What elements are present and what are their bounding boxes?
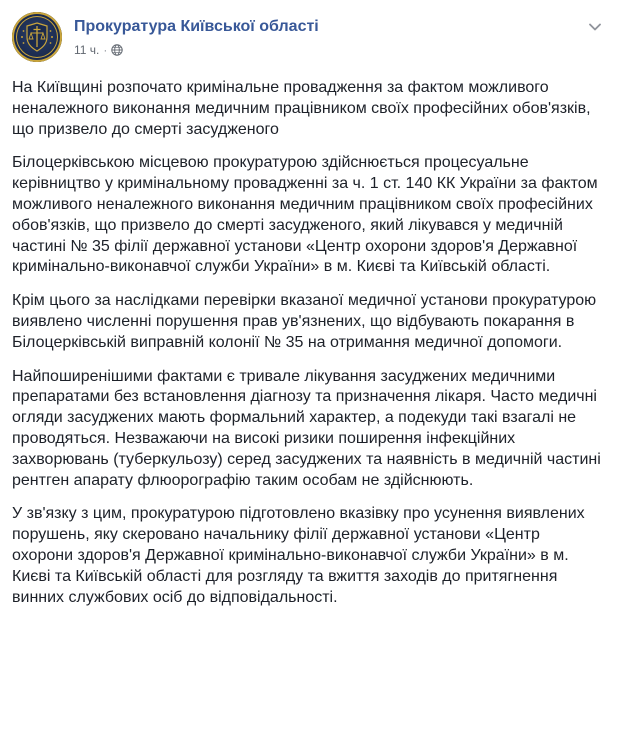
post-paragraph-4: Найпоширенішими фактами є тривале лікування засуджених медичними препаратами без встановлення діагнозу та призначення лікаря. Часто медичні огляди засуджених мають формальний характер, а подекуди такі взагалі не проводяться. Незважаючи на високі ризики поширення інфекційних захворювань (туберкульозу) серед засуджених та наявність в медичній частині рентген апарату флюорографію таким особам не здійснюють.	[12, 367, 601, 489]
post-paragraph-2: Білоцерківською місцевою прокуратурою здійснюється процесуальне керівництво у кримінальному провадженні за ч. 1 ст. 140 КК України за фактом можливого неналежного виконання медичним працівником своїх професійних обов'язків, що призвело до смерті засудженого, який лікувався у медичній частині № 35 філії державної установи «Центр охорони здоров'я Державної кримінально-виконавчої служби України» в м. Києві та Київській області.	[12, 154, 598, 276]
post-body	[12, 78, 602, 621]
post-paragraph-5: У зв'язку з цим, прокуратурою підготовлено вказівку про усунення виявлених порушень, яку скеровано начальнику філії державної установи «Центр охорони здоров'я Державної кримінально-виконавчої служби України» в м. Києві та Київській області для розгляду та вжиття заходів до притягнення винних службових осіб до відповідальності.	[12, 505, 585, 606]
chevron-down-icon	[589, 23, 601, 31]
meta-separator: ·	[103, 43, 108, 57]
globe-icon[interactable]	[111, 44, 123, 56]
post-paragraph-1: На Київщині розпочато кримінальне провадження за фактом можливого неналежного виконання медичним працівником своїх професійних обов'язків, що призвело до смерті засудженого	[12, 79, 591, 138]
post-paragraph-3: Крім цього за наслідками перевірки вказаної медичної установи прокуратурою виявлено численні порушення прав ув'язнених, що відбувають покарання в Білоцерківській виправній колонії № 35 на отримання медичної допомоги.	[12, 292, 597, 351]
post-meta	[74, 43, 123, 57]
page-avatar[interactable]	[12, 12, 62, 62]
post-options-button[interactable]	[584, 16, 606, 38]
post-timestamp[interactable]: 11 ч.	[74, 43, 100, 57]
prosecutor-emblem-icon	[12, 12, 62, 62]
post-header	[12, 12, 606, 64]
page-name-link[interactable]: Прокуратура Київської області	[74, 18, 319, 35]
